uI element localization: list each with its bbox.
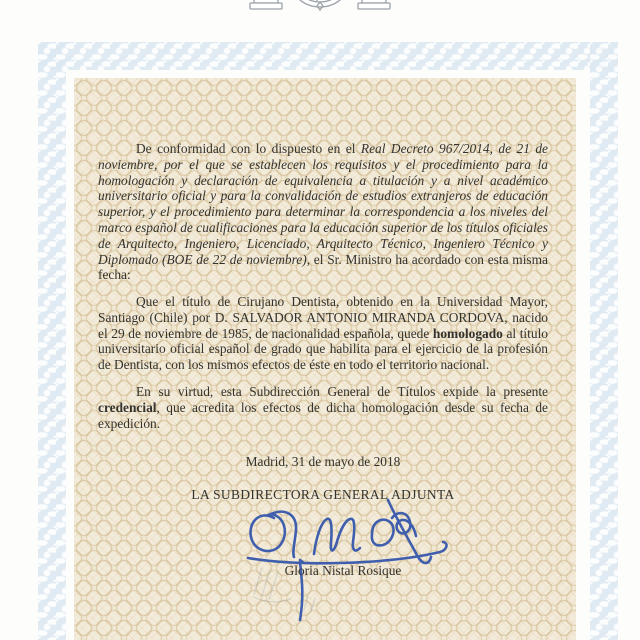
- resolution-lead: Que el título de Cirujano Dentista, obtenido en la Universidad Mayor, Santiago (Chile) por D. SALVADOR ANTONIO MIRANDA CORDOVA, nacido el 29 de noviembre de 1985, de nacionalidad española, quede: [98, 294, 548, 341]
- left-pillar: [250, 0, 282, 9]
- homologado-bold: homologado: [432, 325, 503, 341]
- decorative-border-left: [38, 42, 66, 640]
- oval-shield: [288, 0, 352, 10]
- paragraph-credential: [98, 384, 548, 431]
- spain-coat-of-arms-icon: [240, 0, 400, 13]
- decorative-border-top: [38, 42, 618, 70]
- signer-name: Gloria Nistal Rosique: [284, 563, 402, 578]
- signature: [240, 496, 465, 626]
- signer-title: LA SUBDIRECTORA GENERAL ADJUNTA: [191, 487, 455, 502]
- decree-reference: Real Decreto 967/2014, de 21 de noviembre, por el que se establecen los requisitos y el procedimiento para la homologación y declaración de equivalencia a titulación y a nivel académico universitario oficial y para la convalidación de estudios extranjeros de educación superior, y el procedimiento para determinar la correspondencia a los niveles del marco español de cualificaciones para la educación superior de los títulos oficiales de Arquitecto, Ingeniero, Licenciado, Arquitecto Técnico, Ingeniero Técnico y Diplomado (BOE de 22 de noviembre): [98, 141, 549, 267]
- resolution-tail: al título universitario oficial español de grado que habilita para el ejercicio de la profesión de Dentista, con los mismos efectos de éste en todo el territorio nacional.: [98, 325, 548, 373]
- decorative-border-right: [590, 42, 618, 640]
- right-pillar: [358, 0, 390, 9]
- credential-lead: En su virtud, esta Subdirección General de Títulos expide la presente: [136, 384, 548, 399]
- decree-tail: , el Sr. Ministro ha acordado con esta misma fecha:: [98, 251, 548, 283]
- decree-lead: De conformidad con lo dispuesto en el: [136, 141, 361, 156]
- dateline: Madrid, 31 de mayo de 2018: [245, 454, 401, 469]
- paragraph-decree: [98, 141, 548, 283]
- credencial-bold: credencial: [98, 399, 157, 415]
- paragraph-resolution: [98, 294, 548, 373]
- credential-tail: , que acredita los efectos de dicha homologación desde su fecha de expedición.: [98, 399, 548, 431]
